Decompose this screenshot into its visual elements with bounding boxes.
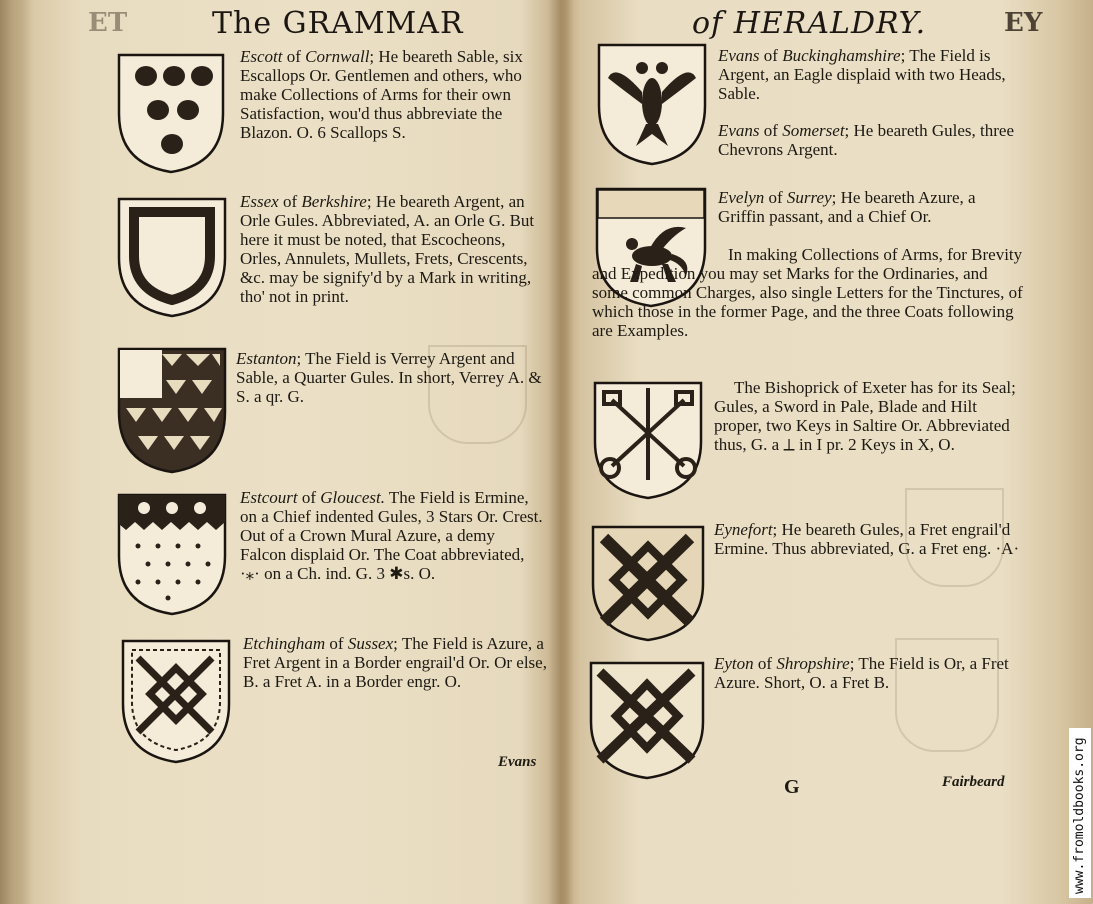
entry-exeter: The Bishoprick of Exeter has for its Seal; Gules, a Sword in Pale, Blade and Hilt proper, two Keys in Saltire Or. Abbreviated thus, G. a ⟂ in I pr. 2 Keys in X, O. [714,378,1016,454]
show-through-mark [428,345,527,444]
watermark-text: www.fromoldbooks.org [1072,737,1087,894]
left-running-head: The GRAMMAR [212,6,464,41]
escott-shield [116,52,226,174]
entry-evans-somerset: Evans of Somerset; He beareth Gules, three Chevrons Argent. [718,121,1014,159]
evans-eagle-shield [596,42,708,166]
etchingham-shield [120,638,232,764]
entry-eynefort: Eynefort; He beareth Gules, a Fret engrail'd Ermine. Thus abbreviated, G. a Fret eng. ·A· [714,520,1020,558]
entry-text: ; He beareth Sable, six Escallops Or. Gentlemen and others, who make Collections of Arms for their own Satisfaction, wou'd thus abbreviate the Blazon. O. 6 Scallops S. [240,47,523,142]
entry-abbreviation-note: In making Collections of Arms, for Brevity and Expedition you may set Marks for the Ordinaries, and some common Charges, also single Letters for the Tinctures, of which those in the former Page, and the three Coats following are Examples. [592,245,1023,340]
exeter-keys-shield [592,380,704,500]
watermark-strip [1069,728,1091,898]
entry-name: Escott [240,47,283,66]
entry-essex: Essex of Berkshire; He beareth Argent, an Orle Gules. Abbreviated, A. an Orle G. But here it must be noted, that Escocheons, Orles, Annulets, Mullets, Frets, Crescents, &c. may be signify'd by a Mark in writing, tho' not in print. [240,192,535,306]
book-gutter [548,0,574,904]
essex-shield [116,196,228,318]
entry-etchingham: Etchingham of Sussex; The Field is Azure, a Fret Argent in a Border engrail'd Or. Or else, B. a Fret A. in a Border engr. O. [243,634,547,691]
right-heading-fragment: EY [1004,8,1043,38]
entry-escott: Escott of Cornwall; He beareth Sable, six Escallops Or. Gentlemen and others, who make Collections of Arms for their own Satisfaction, wou'd thus abbreviate the Blazon. O. 6 Scallops S. [240,47,523,142]
entry-evelyn: Evelyn of Surrey; He beareth Azure, a Griffin passant, and a Chief Or. [718,188,976,226]
estcourt-shield [116,492,228,616]
entry-estcourt: Estcourt of Gloucest. The Field is Ermine, on a Chief indented Gules, 3 Stars Or. Crest. Out of a Crown Mural Azure, a demy Falcon displaid Or. The Coat abbreviated, ·⁎· on a Ch. ind. G. 3 ✱s. O. [240,488,543,583]
left-catchword: Evans [498,754,537,770]
estanton-shield [116,346,228,474]
signature-mark: G [784,776,800,798]
book-edge [0,0,34,904]
entry-eyton: Eyton of Shropshire; The Field is Or, a Fret Azure. Short, O. a Fret B. [714,654,1009,692]
eynefort-fret-shield [590,524,706,642]
right-catchword: Fairbeard [942,774,1005,790]
right-running-head: of HERALDRY. [692,6,927,41]
entry-evans-buckinghamshire: Evans of Buckinghamshire; The Field is Argent, an Eagle displaid with two Heads, Sable. [718,46,1006,103]
left-heading-fragment: ET [88,8,128,38]
eyton-fret-shield [588,660,706,780]
entry-estanton: Estanton; The Field is Verrey Argent and Sable, a Quarter Gules. In short, Verrey A. & S. a qr. G. [236,349,542,406]
